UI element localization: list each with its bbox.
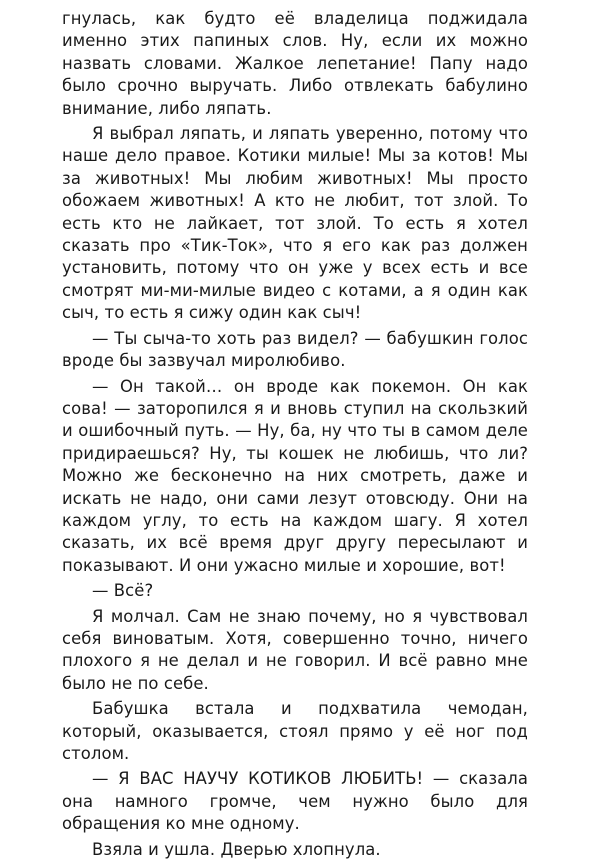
paragraph: Взяла и ушла. Дверью хлопнула. bbox=[92, 839, 381, 859]
paragraph: Я выбрал ляпать, и ляпать уверенно, потому что наше дело правое. Котики милые! Мы за котов! Мы за животных! Мы любим животных! Мы просто обожаем животных! А кто не любит, тот злой. То есть кто не лайкает, тот злой. То есть я хотел сказать про «Тик-Ток», что я его как раз должен установить, потому что он уже у всех есть и все смотрят ми-ми-милые видео с котами, а я один как сыч, то есть я сижу один как сыч! bbox=[62, 124, 528, 323]
book-page bbox=[62, 8, 528, 861]
paragraph: — Всё? bbox=[92, 581, 154, 601]
paragraph: гнулась, как будто её владелица поджидала именно этих папиных слов. Ну, если их можно назвать словами. Жалкое лепетание! Папу надо было срочно выручать. Либо отвлекать бабулино внимание, либо ляпать. bbox=[62, 9, 528, 118]
paragraph: Я молчал. Сам не знаю почему, но я чувствовал себя виноватым. Хотя, совершенно точно, ничего плохого я не делал и не говорил. И всё равно мне было не по себе. bbox=[62, 606, 528, 693]
paragraph: — Ты сыча-то хоть раз видел? — бабушкин голос вроде бы зазвучал миролюбиво. bbox=[62, 328, 528, 371]
paragraph: — Я ВАС НАУЧУ КОТИКОВ ЛЮБИТЬ! — сказала она намного громче, чем нужно было для обращения ко мне одному. bbox=[62, 769, 528, 834]
paragraph: Бабушка встала и подхватила чемодан, который, оказывается, стоял прямо у её ног под столом. bbox=[62, 699, 528, 763]
paragraph: — Он такой… он вроде как покемон. Он как сова! — заторопился я и вновь ступил на скользкий и ошибочный путь. — Ну, ба, ну что ты в самом деле придираешься? Ну, ты кошек не любишь, что ли? Можно же бесконечно на них смотреть, даже и искать не надо, они сами лезут отовсюду. Они на каждом углу, то есть на каждом шагу. Я хотел сказать, их всё время друг другу пересылают и показывают. И они ужасно милые и хорошие, вот! bbox=[62, 376, 528, 575]
